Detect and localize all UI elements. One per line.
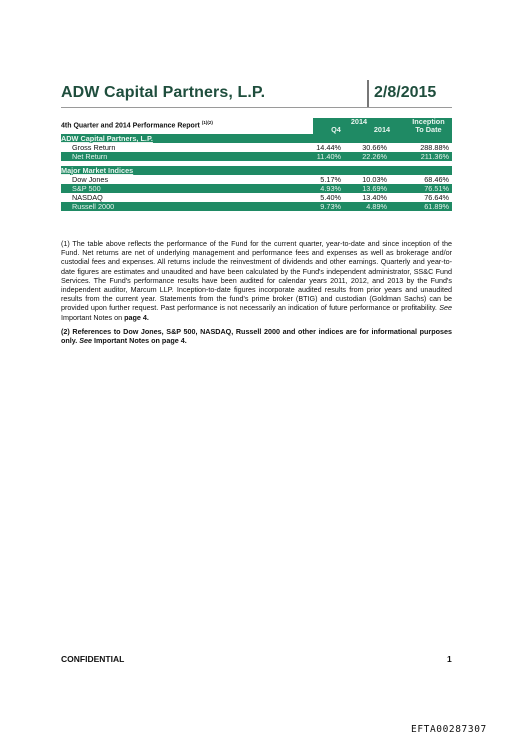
column-2014: 2014	[359, 126, 405, 134]
table-row: Dow Jones 5.17% 10.03% 68.46%	[72, 175, 449, 184]
header-rule	[61, 107, 452, 108]
performance-table	[61, 118, 452, 211]
report-date: 2/8/2015	[374, 84, 437, 101]
footnotes	[61, 239, 452, 350]
report-title: 4th Quarter and 2014 Performance Report $^{(1)(2)}$	[61, 120, 213, 130]
table-row: Russell 2000 9.73% 4.89% 61.89%	[61, 202, 452, 211]
page-number: 1	[447, 654, 452, 664]
table-row: NASDAQ 5.40% 13.40% 76.64%	[72, 193, 449, 202]
indices-section-header: Major Market Indices	[61, 166, 452, 175]
table-row: Net Return 11.40% 22.26% 211.36%	[61, 152, 452, 161]
fund-title: ADW Capital Partners, L.P.	[61, 84, 266, 101]
footnote-2: (2) References to Dow Jones, S&P 500, NASDAQ, Russell 2000 and other indices are for informational purposes only. See Important Notes on page 4.	[61, 326, 452, 346]
confidential-label: CONFIDENTIAL	[61, 654, 125, 664]
column-to-date: To Date	[405, 126, 452, 134]
fund-section-header: ADW Capital Partners, L.P.	[61, 134, 452, 143]
footnote-1: (1) The table above reflects the performance of the Fund for the current quarter, year-to-date and since inception of the Fund. Net returns are net of underlying management and performance fees and expenses as well as brokerage and/or custodial fees and expenses. All returns include the reinvestment of dividends and other earnings. Quarterly and year-to-date figures are estimates and unaudited and have been calculated by the Fund's independent administrator, SS&C Fund Services. The Fund's performance results have been audited for calendar years 2011, 2012, and 2013 by the Fund's independent auditor, Marcum LLP. Inception-to-date figures incorporate audited results from prior years and unaudited results from the current year. Statements from the fund's prime broker (BTIG) and custodian (Goldman Sachs) can be provided upon further request. Past performance is not necessarily an indication of future performance or profitability. See Important Notes on page 4.	[61, 239, 452, 322]
bates-number: EFTA00287307	[411, 724, 487, 735]
column-inception-label: Inception	[405, 118, 452, 126]
column-q4: Q4	[313, 126, 359, 134]
table-header-row-2	[61, 126, 452, 134]
document-header	[61, 84, 452, 108]
table-row: Gross Return 14.44% 30.66% 288.88%	[72, 143, 449, 152]
table-row: S&P 500 4.93% 13.69% 76.51%	[61, 184, 452, 193]
column-group-2014: 2014	[313, 118, 405, 126]
header-divider	[367, 80, 369, 107]
